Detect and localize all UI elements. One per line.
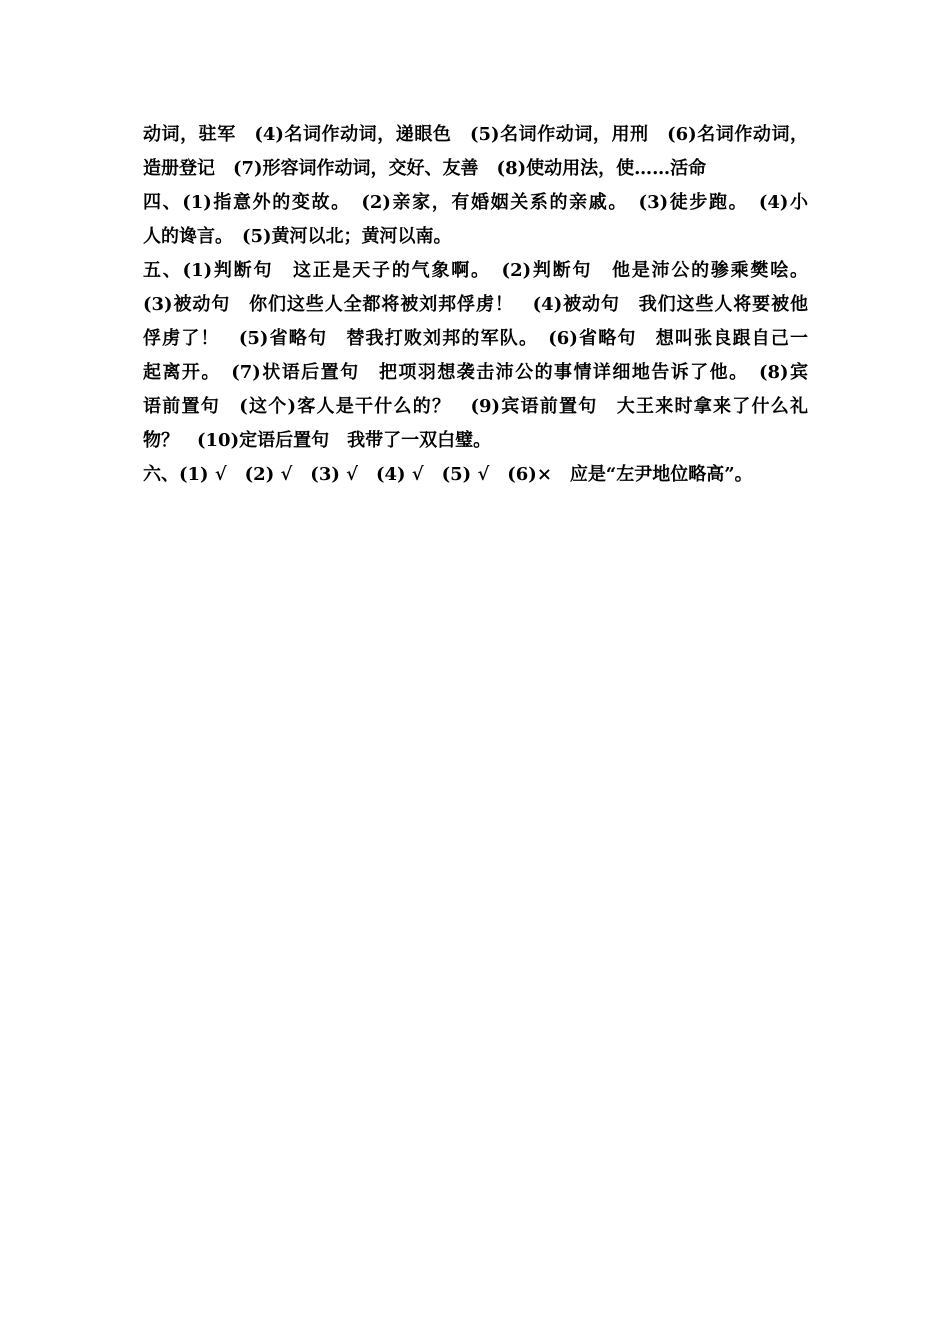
text-line: 六、(1) √ (2) √ (3) √ (4) √ (5) √ (6)× 应是“左尹地位略高”。 — [143, 464, 753, 485]
text-line: 造册登记 (7)形容词作动词，交好、友善 (8)使动用法，使……活命 — [143, 158, 707, 179]
text-line: 物？ (10)定语后置句 我带了一双白璧。 — [143, 430, 492, 451]
text-line: 四、(1)指意外的变故。 (2)亲家，有婚姻关系的亲戚。 (3)徒步跑。 (4)小 — [143, 192, 808, 213]
answer-text-block — [143, 118, 808, 492]
text-line: 五、(1)判断句 这正是天子的气象啊。 (2)判断句 他是沛公的骖乘樊哙。 — [143, 260, 808, 281]
text-line: 起离开。 (7)状语后置句 把项羽想袭击沛公的事情详细地告诉了他。 (8)宾 — [143, 362, 808, 383]
text-line: (3)被动句 你们这些人全都将被刘邦俘虏！ (4)被动句 我们这些人将要被他 — [143, 294, 808, 315]
text-line: 动词，驻军 (4)名词作动词，递眼色 (5)名词作动词，用刑 (6)名词作动词， — [143, 124, 808, 145]
text-line: 语前置句 (这个)客人是干什么的？ (9)宾语前置句 大王来时拿来了什么礼 — [143, 396, 808, 417]
text-line: 俘虏了！ (5)省略句 替我打败刘邦的军队。 (6)省略句 想叫张良跟自己一 — [143, 328, 808, 349]
text-line: 人的谗言。 (5)黄河以北；黄河以南。 — [143, 226, 452, 247]
